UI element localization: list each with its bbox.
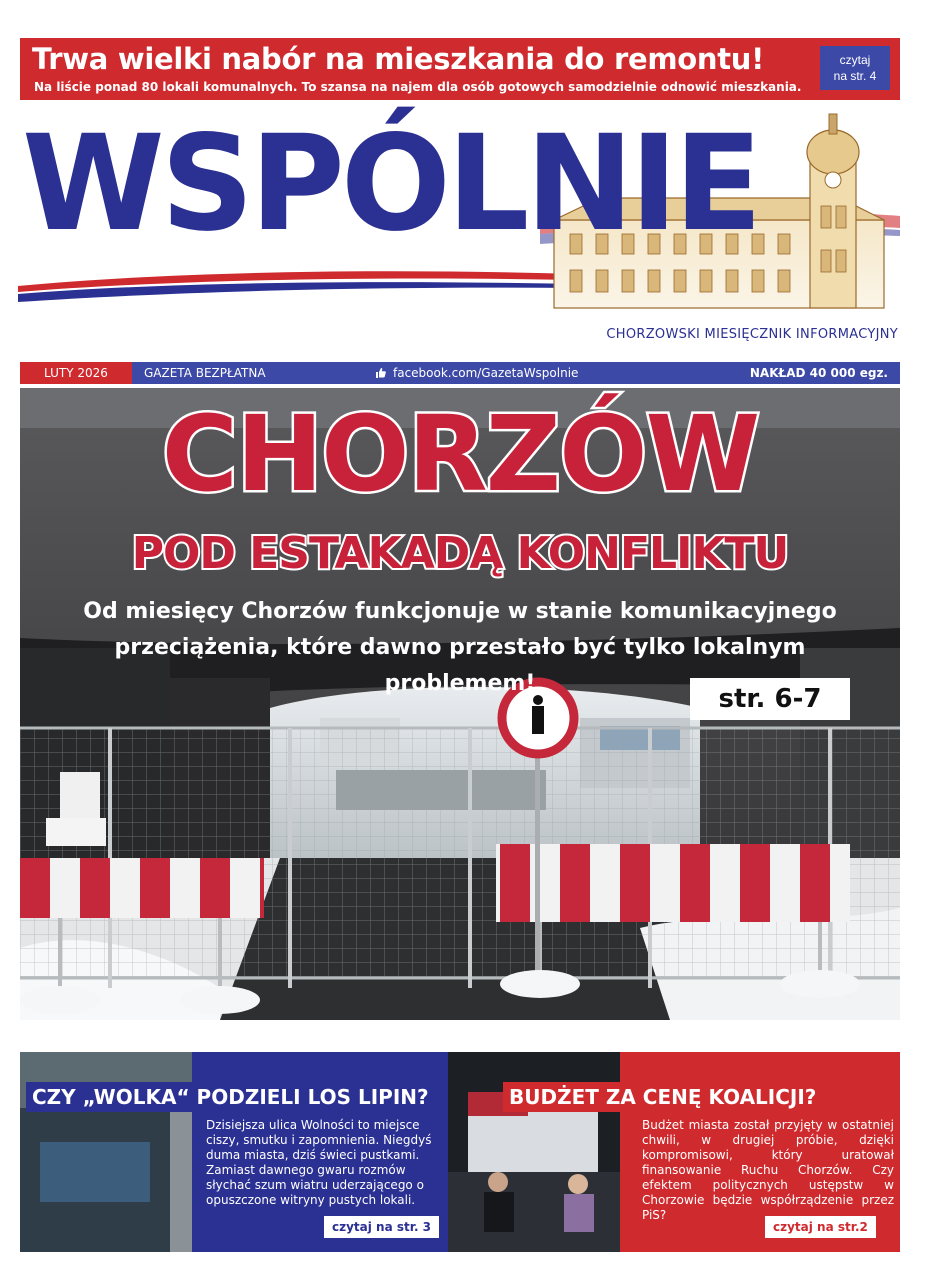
hero-title: CHORZÓW [161,393,759,515]
story2-read-more-button[interactable]: czytaj na str.2 [765,1216,876,1238]
top-banner-headline: Trwa wielki nabór na mieszkania do remontu! [32,42,765,76]
facebook-link[interactable] [375,362,578,384]
hero-subtitle: POD ESTAKADĄ KONFLIKTU [131,528,789,579]
story1-text: Dzisiejsza ulica Wolności to miejsce ciszy, smutku i zapomnienia. Niegdyś duma miasta, dziś świeci pustkami. Zamiast dawnego gwaru rozmów słychać szum wiatru uderzającego o opuszczone witryny pustych lokali. [206,1118,432,1207]
story2-title: BUDŻET ZA CENĘ KOALICJI? [503,1082,822,1112]
bottom-stories [20,1052,900,1252]
story1-title: CZY „WOLKA“ PODZIELI LOS LIPIN? [26,1082,435,1112]
top-banner-subline: Na liście ponad 80 lokali komunalnych. To szansa na najem dla osób gotowych samodzielnie odnowić mieszkania. [34,80,802,94]
facebook-url: facebook.com/GazetaWspolnie [393,366,579,380]
read-more-line1: czytaj [839,53,871,67]
hero-lead-line1: Od miesięcy Chorzów funkcjonuje w stanie komunikacyjnego [83,599,837,624]
masthead-tagline: CHORZOWSKI MIESIĘCZNIK INFORMACYJNY [606,327,898,342]
hero-lead-line2: przeciążenia, które dawno przestało być tylko lokalnym problemem! [114,635,806,696]
hero-page-reference[interactable]: str. 6-7 [690,678,850,720]
masthead-swoosh-graphic [18,258,578,308]
print-run: NAKŁAD 40 000 egz. [749,366,888,380]
masthead-title: WSPÓLNIE [22,107,759,261]
top-banner-read-more[interactable] [820,46,890,90]
story1-read-more-button[interactable]: czytaj na str. 3 [324,1216,439,1238]
issue-info-bar [20,362,900,384]
issue-date: LUTY 2026 [20,362,132,384]
thumbs-up-icon [375,367,387,379]
hero-story[interactable] [20,388,900,1020]
top-banner [20,38,900,100]
free-paper-label: GAZETA BEZPŁATNA [144,366,266,380]
read-more-line2: na str. 4 [833,69,877,83]
story2-text: Budżet miasta został przyjęty w ostatniej chwili, w drugiej próbie, dzięki kompromisowi, który uratował finansowanie Ruchu Chorzów. Czy efektem politycznych ustępstw w Chorzowie będzie współrządzenie przez PiS? [642,1118,894,1222]
